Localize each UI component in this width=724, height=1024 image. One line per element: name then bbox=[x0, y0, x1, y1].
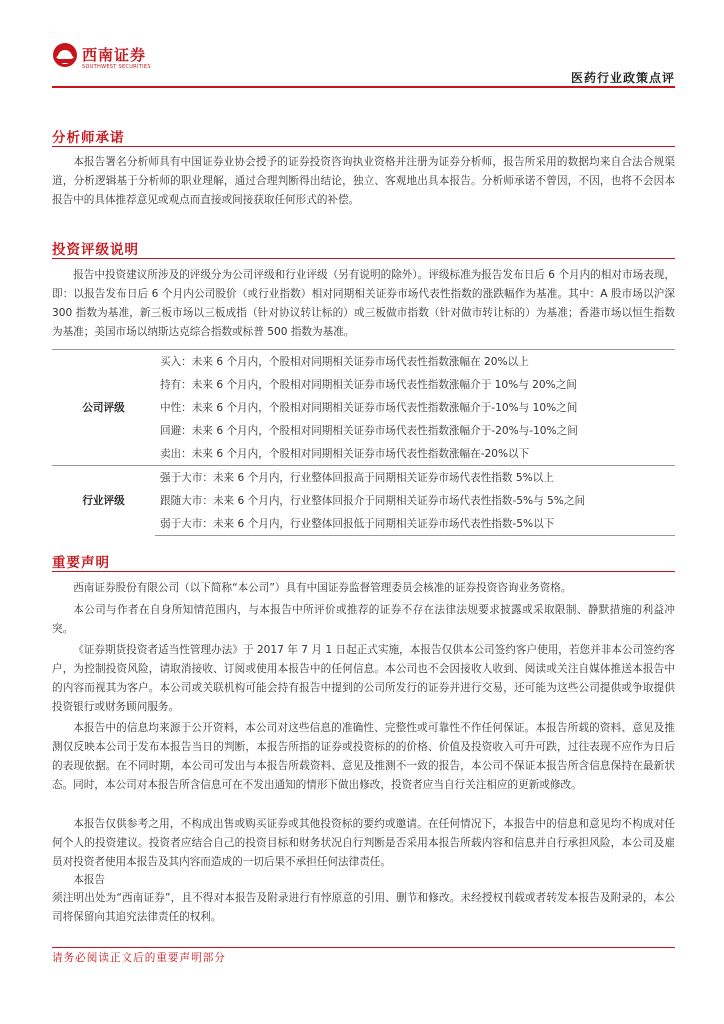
industry-rating-underperform: 弱于大市：未来 6 个月内，行业整体回报低于同期相关证券市场代表性指数-5%以下 bbox=[155, 512, 675, 536]
rating-section-title: 投资评级说明 bbox=[52, 242, 139, 258]
company-rating-label: 公司评级 bbox=[52, 350, 155, 466]
table-row bbox=[52, 350, 675, 374]
disclaimer-paragraph: 本报告仅供参考之用，不构成出售或购买证券或其他投资标的要约或邀请。在任何情况下，本报告中的信息和意见均不构成对任何个人的投资建议。投资者应结合自己的投资目标和财务状况自行判断是否采用本报告所载内容和信息并自行承担风险，本公司及雇员对投资者使用本报告及其内容而造成的一切后果不承担任何法律责任。 bbox=[52, 818, 675, 868]
industry-rating-neutral: 跟随大市：未来 6 个月内，行业整体回报介于同期相关证券市场代表性指数-5%与 5%之间 bbox=[160, 495, 586, 507]
company-logo bbox=[52, 40, 192, 74]
analyst-statement: 本报告署名分析师具有中国证券业协会授予的证券投资咨询执业资格并注册为证券分析师，报告所采用的数据均来自合法合规渠道，分析逻辑基于分析师的职业理解，通过合理判断得出结论，独立、客观地出具本报告。分析师承诺不曾因，不因，也将不会因本报告中的具体推荐意见或观点而直接或间接获取任何形式的补偿。 bbox=[52, 156, 675, 206]
rating-section-divider bbox=[52, 258, 675, 259]
company-rating-hold: 持有：未来 6 个月内，个股相对同期相关证券市场代表性指数涨幅介于 10%与 20%之间 bbox=[160, 379, 577, 391]
company-rating-buy: 买入：未来 6 个月内，个股相对同期相关证券市场代表性指数涨幅在 20%以上 bbox=[155, 350, 675, 374]
disclaimer-paragraph: 西南证券股份有限公司（以下简称“本公司”）具有中国证券监督管理委员会核准的证券投资咨询业务资格。 bbox=[73, 582, 572, 594]
logo-name-en: SOUTHWEST SECURITIES bbox=[82, 64, 151, 70]
industry-rating-label: 行业评级 bbox=[52, 466, 155, 536]
disclaimer-paragraph: 本报告 bbox=[73, 874, 105, 886]
rating-table bbox=[52, 349, 675, 536]
footer-note: 请务必阅读正文后的重要声明部分 bbox=[52, 952, 226, 964]
disclaimer-paragraph: 本报告中的信息均来源于公开资料，本公司对这些信息的准确性、完整性或可靠性不作任何保证。本报告所载的资料、意见及推测仅反映本公司于发布本报告当日的判断，本报告所指的证券或投资标的的价格、价值及投资收入可升可跌，过往表现不应作为日后的表现依据。在不同时期，本公司可发出与本报告所载资料、意见及推测不一致的报告，本公司不保证本报告所含信息保持在最新状态。同时，本公司对本报告所含信息可在不发出通知的情形下做出修改，投资者应当自行关注相应的更新或修改。 bbox=[52, 722, 675, 791]
disclaimer-paragraph: 须注明出处为“西南证券”，且不得对本报告及附录进行有悖原意的引用、删节和修改。未经授权刊载或者转发本报告及附录的，本公司将保留向其追究法律责任的权利。 bbox=[52, 892, 675, 923]
logo-mark-icon bbox=[52, 42, 78, 68]
disclaimer-section-divider bbox=[52, 571, 675, 572]
disclaimer-paragraph: 《证券期货投资者适当性管理办法》于 2017 年 7 月 1 日起正式实施，本报告仅供本公司签约客户使用，若您并非本公司签约客户，为控制投资风险，请取消接收、订阅或使用本报告中的任何信息。本公司也不会因接收人收到、阅读或关注自媒体推送本报告中的内容而视其为客户。本公司或关联机构可能会持有报告中提到的公司所发行的证券并进行交易，还可能为这些公司提供或争取提供投资银行或财务顾问服务。 bbox=[52, 644, 675, 713]
header-divider bbox=[52, 86, 675, 88]
table-row bbox=[52, 466, 675, 490]
disclaimer-section-title: 重要声明 bbox=[52, 555, 110, 571]
industry-rating-outperform: 强于大市：未来 6 个月内，行业整体回报高于同期相关证券市场代表性指数 5%以上 bbox=[155, 466, 675, 490]
company-rating-avoid: 回避：未来 6 个月内，个股相对同期相关证券市场代表性指数涨幅介于-20%与-10%之间 bbox=[160, 425, 578, 437]
disclaimer-paragraph: 本公司与作者在自身所知情范围内，与本报告中所评价或推荐的证券不存在法律法规要求披露或采取限制、静默措施的利益冲突。 bbox=[52, 604, 675, 635]
footer-divider bbox=[52, 947, 675, 948]
company-rating-neutral: 中性：未来 6 个月内，个股相对同期相关证券市场代表性指数涨幅介于-10%与 10%之间 bbox=[160, 402, 578, 414]
analyst-section-title: 分析师承诺 bbox=[52, 130, 125, 146]
page-header bbox=[52, 40, 675, 90]
report-category-title: 医药行业政策点评 bbox=[570, 71, 675, 85]
analyst-section-divider bbox=[52, 146, 675, 147]
company-rating-sell: 卖出：未来 6 个月内，个股相对同期相关证券市场代表性指数涨幅在-20%以下 bbox=[160, 448, 530, 460]
logo-name-cn: 西南证券 bbox=[82, 46, 147, 64]
rating-intro: 报告中投资建议所涉及的评级分为公司评级和行业评级（另有说明的除外）。评级标准为报告发布日后 6 个月内的相对市场表现，即：以报告发布日后 6 个月内公司股价（或行业指数）相对同期相关证券市场代表性指数的涨跌幅作为基准。其中：A 股市场以沪深 300 指数为基准，新三板市场以三板成指（针对协议转让标的）或三板做市指数（针对做市转让标的）为基准；香港市场以恒生指数为基准；美国市场以纳斯达克综合指数或标普 500 指数为基准。 bbox=[52, 269, 675, 338]
